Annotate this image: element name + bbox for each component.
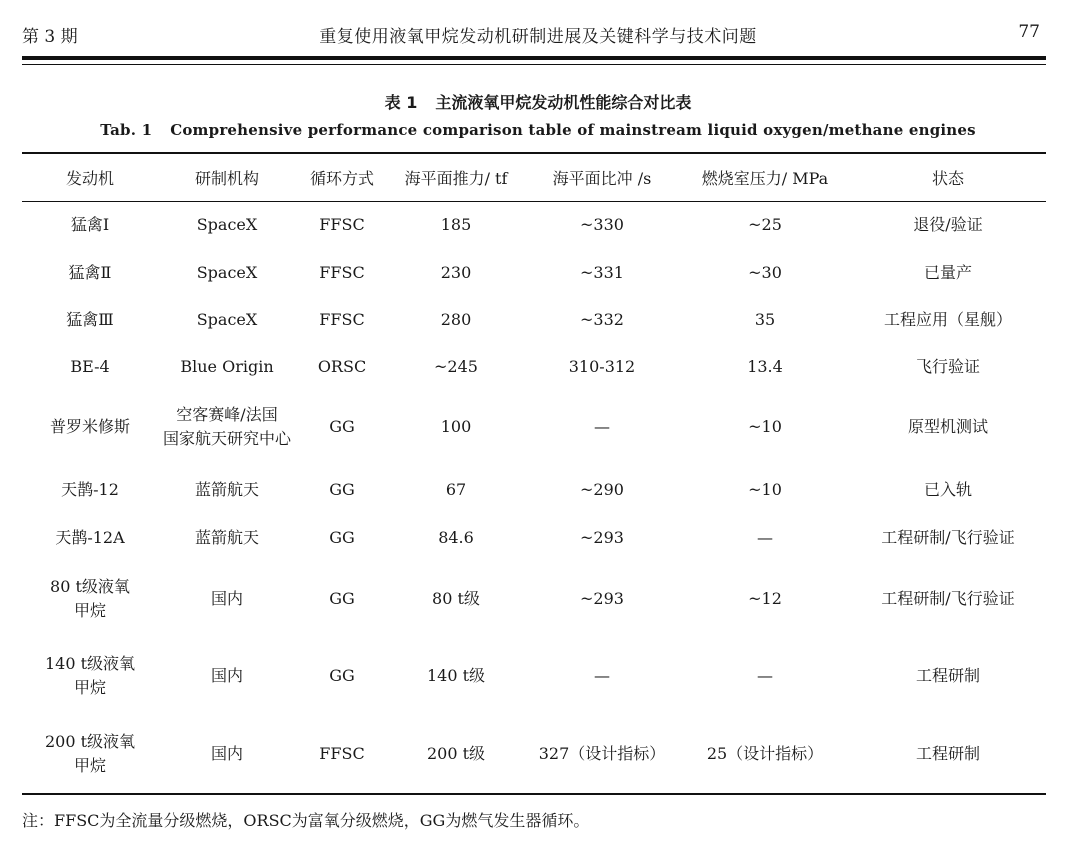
- organization-cell: [158, 464, 296, 515]
- table-row: [22, 249, 1046, 296]
- isp-cell: ~332: [580, 309, 624, 329]
- caption-en-text: Comprehensive performance comparison table of mainstream liquid oxygen/methane engines: [170, 121, 976, 139]
- engine-cell: [22, 714, 158, 794]
- organization-cell-line: SpaceX: [196, 309, 258, 329]
- engine-cell: [22, 343, 158, 390]
- caption-en-label: Tab. 1: [100, 121, 153, 139]
- status-cell: 工程研制: [915, 666, 980, 685]
- isp-cell: 327（设计指标）: [524, 714, 680, 794]
- table-footnote: 注：FFSC为全流量分级燃烧，ORSC为富氧分级燃烧，GG为燃气发生器循环。: [22, 811, 590, 830]
- column-header-cycle: 循环方式: [296, 153, 388, 201]
- engine-cell-line: 猛禽Ⅲ: [66, 309, 114, 329]
- engine-cell-line: 200 t级液氧: [44, 731, 136, 751]
- organization-cell-line: 国内: [210, 666, 243, 685]
- pressure-cell: —: [757, 527, 773, 547]
- table-caption-en: [0, 121, 1076, 139]
- pressure-cell: ~10: [748, 417, 782, 436]
- running-head: [0, 20, 1076, 50]
- table-caption-cn: [0, 90, 1076, 113]
- status-cell: 已量产: [923, 262, 972, 282]
- pressure-cell: ~12: [748, 589, 782, 608]
- table-row: [22, 343, 1046, 390]
- status-cell: 飞行验证: [915, 356, 980, 376]
- thrust-cell: 84.6: [438, 527, 474, 547]
- table-row: [22, 714, 1046, 794]
- engine-cell: [22, 560, 158, 638]
- cycle-cell: FFSC: [319, 262, 365, 282]
- engine-cell: [22, 464, 158, 515]
- organization-cell: [158, 296, 296, 343]
- table-row: [22, 638, 1046, 714]
- organization-cell-line: SpaceX: [196, 215, 258, 235]
- status-cell: 已入轨: [923, 479, 972, 499]
- organization-cell: [158, 343, 296, 390]
- engine-cell: [22, 638, 158, 714]
- comparison-table: [22, 152, 1046, 795]
- isp-cell: 310-312: [568, 356, 636, 376]
- organization-cell: [158, 201, 296, 249]
- thrust-cell: 200 t级: [388, 714, 524, 794]
- header-rule-thin: [22, 64, 1046, 65]
- isp-cell: —: [594, 417, 610, 436]
- column-header-organization: 研制机构: [158, 153, 296, 201]
- pressure-cell: ~10: [748, 479, 782, 499]
- organization-cell: [158, 249, 296, 296]
- engine-cell-line: 甲烷: [73, 755, 106, 775]
- caption-cn-text: 主流液氧甲烷发动机性能综合对比表: [435, 93, 692, 112]
- pressure-cell: 35: [754, 309, 776, 329]
- organization-cell-line: 蓝箭航天: [194, 479, 259, 499]
- cycle-cell: GG: [329, 479, 355, 499]
- isp-cell: ~293: [580, 527, 624, 547]
- organization-cell: [158, 714, 296, 794]
- pressure-cell: —: [757, 666, 773, 685]
- engine-cell-line: BE-4: [70, 356, 110, 376]
- page-number: 77: [1018, 22, 1040, 42]
- pressure-cell: 13.4: [747, 356, 783, 376]
- table-row: [22, 296, 1046, 343]
- engine-cell-line: 猛禽Ⅰ: [70, 215, 110, 235]
- organization-cell-line: 国家航天研究中心: [162, 429, 291, 448]
- engine-cell-line: 普罗米修斯: [49, 417, 130, 436]
- cycle-cell: GG: [329, 527, 355, 547]
- pressure-cell: ~25: [748, 215, 782, 235]
- organization-cell-line: 空客赛峰/法国: [176, 405, 278, 424]
- column-header-isp: 海平面比冲 /s: [524, 153, 680, 201]
- engine-cell-line: 猛禽Ⅱ: [68, 262, 112, 282]
- cycle-cell: GG: [329, 666, 355, 685]
- column-header-chamber-pressure: 燃烧室压力/ MPa: [680, 153, 850, 201]
- engine-cell: [22, 296, 158, 343]
- cycle-cell: GG: [329, 417, 355, 436]
- organization-cell: [158, 638, 296, 714]
- isp-cell: ~293: [580, 589, 624, 608]
- cycle-cell: ORSC: [317, 356, 367, 376]
- thrust-cell: 230: [440, 262, 472, 282]
- status-cell: 工程研制/飞行验证: [881, 527, 1015, 547]
- article-title: 重复使用液氧甲烷发动机研制进展及关键科学与技术问题: [319, 27, 757, 47]
- engine-cell-line: 天鹊-12: [61, 479, 119, 499]
- cycle-cell: GG: [329, 589, 355, 608]
- thrust-cell: 67: [445, 479, 467, 499]
- thrust-cell: ~245: [434, 356, 478, 376]
- status-cell: 工程研制: [850, 714, 1046, 794]
- thrust-cell: 80 t级: [432, 589, 480, 608]
- organization-cell-line: Blue Origin: [180, 356, 274, 376]
- engine-cell: [22, 201, 158, 249]
- status-cell: 退役/验证: [913, 215, 983, 235]
- thrust-cell: 185: [440, 215, 472, 235]
- thrust-cell: 100: [440, 417, 472, 436]
- organization-cell: [158, 390, 296, 464]
- table-row: [22, 515, 1046, 560]
- column-header-thrust: 海平面推力/ tf: [388, 153, 524, 201]
- pressure-cell: ~30: [748, 262, 782, 282]
- table-row: [22, 390, 1046, 464]
- cycle-cell: FFSC: [296, 714, 388, 794]
- engine-cell: [22, 390, 158, 464]
- engine-cell-line: 甲烷: [73, 601, 106, 620]
- isp-cell: ~290: [580, 479, 624, 499]
- table-row: [22, 560, 1046, 638]
- cycle-cell: FFSC: [319, 309, 365, 329]
- table-row: [22, 201, 1046, 249]
- engine-cell: [22, 515, 158, 560]
- column-header-status: 状态: [850, 153, 1046, 201]
- status-cell: 原型机测试: [907, 417, 988, 436]
- isp-cell: ~330: [580, 215, 624, 235]
- isp-cell: —: [594, 666, 610, 685]
- organization-cell-line: 国内: [210, 589, 243, 608]
- thrust-cell: 140 t级: [426, 666, 486, 685]
- issue-number: 第 3 期: [22, 27, 78, 47]
- header-rule-thick: [22, 56, 1046, 60]
- engine-cell-line: 80 t级液氧: [50, 577, 130, 596]
- caption-cn-label: 表 1: [384, 93, 418, 112]
- status-cell: 工程研制/飞行验证: [881, 589, 1015, 608]
- thrust-cell: 280: [440, 309, 472, 329]
- cycle-cell: FFSC: [319, 215, 365, 235]
- table-row: [22, 464, 1046, 515]
- isp-cell: ~331: [580, 262, 624, 282]
- status-cell: 工程应用（星舰）: [883, 309, 1012, 329]
- engine-cell-line: 甲烷: [73, 678, 106, 697]
- organization-cell-line: 蓝箭航天: [194, 527, 259, 547]
- organization-cell-line: SpaceX: [196, 262, 258, 282]
- engine-cell-line: 天鹊-12A: [55, 527, 125, 547]
- engine-cell-line: 140 t级液氧: [44, 654, 136, 673]
- organization-cell-line: 国内: [210, 743, 243, 763]
- pressure-cell: 25（设计指标）: [680, 714, 850, 794]
- engine-cell: [22, 249, 158, 296]
- organization-cell: [158, 560, 296, 638]
- table-header-row: [22, 153, 1046, 201]
- organization-cell: [158, 515, 296, 560]
- column-header-engine: 发动机: [22, 153, 158, 201]
